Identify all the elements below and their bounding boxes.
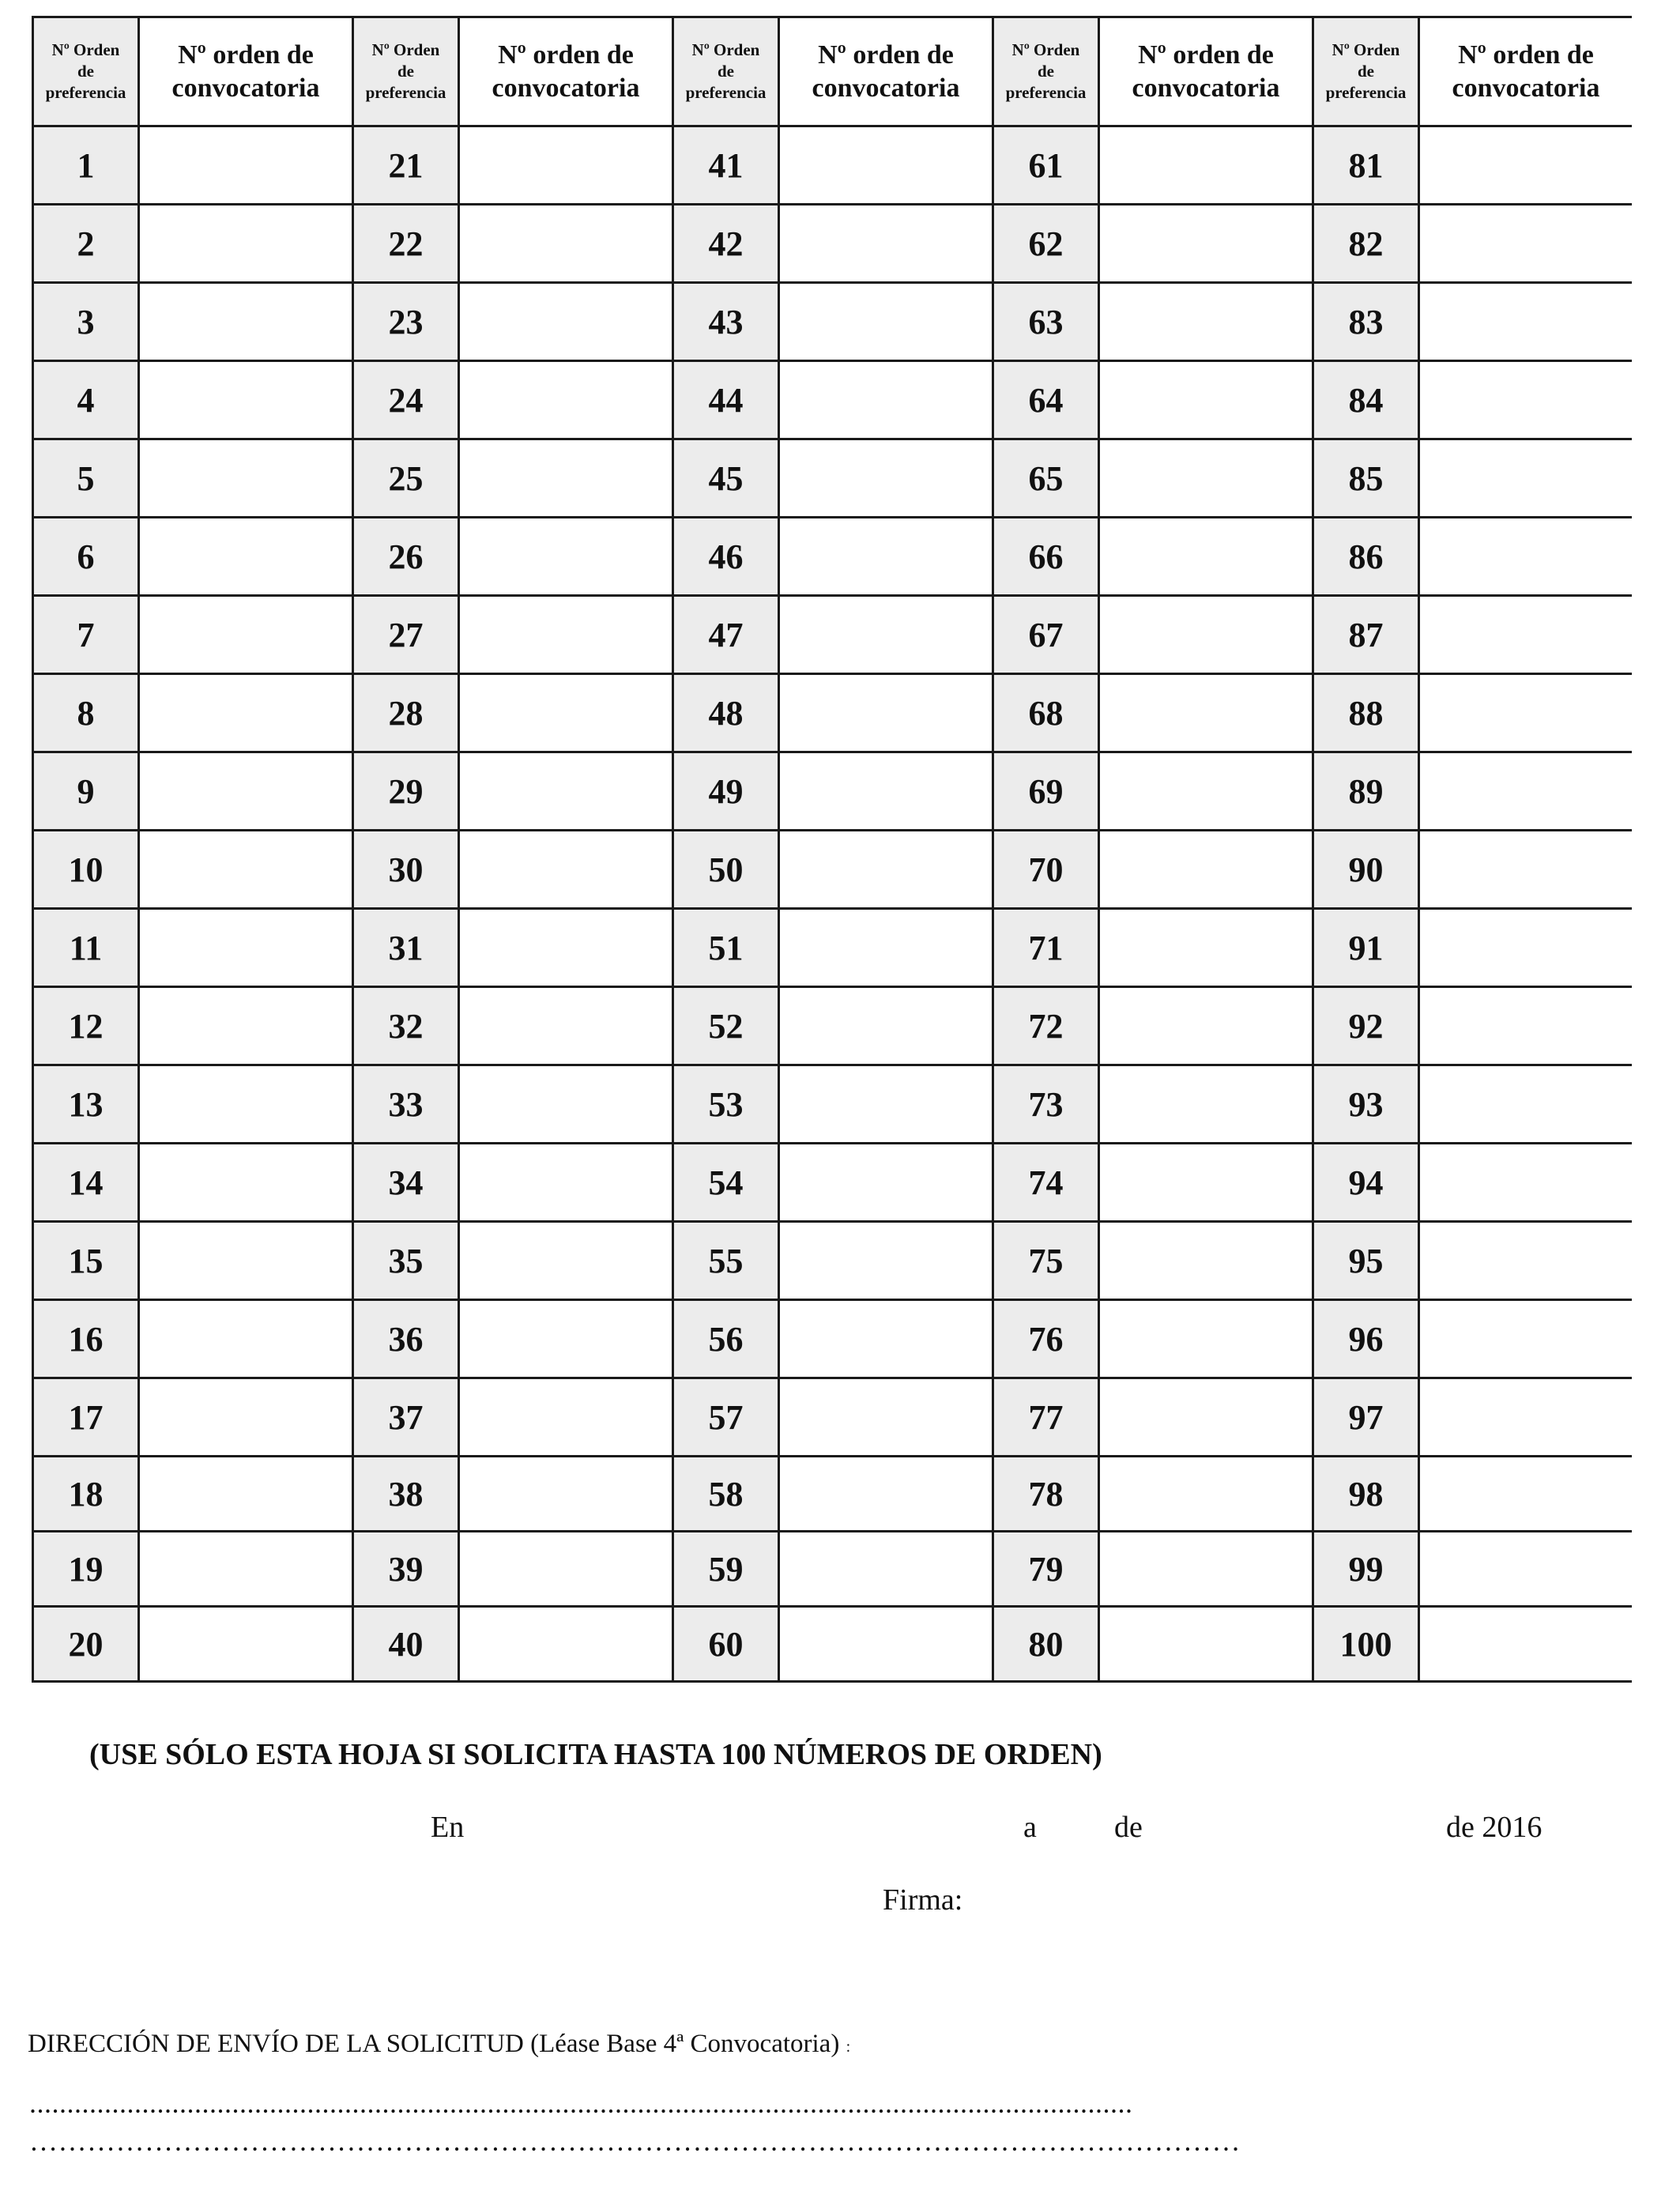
convocation-number-entry[interactable]	[459, 1144, 673, 1222]
convocation-number-entry[interactable]	[779, 909, 993, 987]
header-convocation-order	[459, 17, 673, 126]
convocation-number-entry[interactable]	[779, 1607, 993, 1682]
convocation-number-entry[interactable]	[1099, 1144, 1313, 1222]
table-row	[33, 1532, 1633, 1607]
preference-number-cell: 11	[33, 909, 139, 987]
convocation-number-entry[interactable]	[1099, 1300, 1313, 1378]
preference-number-cell: 6	[33, 518, 139, 596]
preference-number-cell: 55	[673, 1222, 779, 1300]
preference-number-cell: 39	[353, 1532, 459, 1607]
convocation-number-entry[interactable]	[139, 283, 353, 361]
preference-number-cell: 50	[673, 831, 779, 909]
convocation-number-entry[interactable]	[1419, 361, 1633, 439]
preference-number-cell: 79	[993, 1532, 1099, 1607]
preference-number-cell: 12	[33, 987, 139, 1065]
convocation-number-entry[interactable]	[1099, 831, 1313, 909]
header-preference-order	[353, 17, 459, 126]
convocation-number-entry[interactable]	[779, 1300, 993, 1378]
convocation-number-entry[interactable]	[139, 439, 353, 518]
header-convocation-line: convocatoria	[812, 73, 960, 103]
preference-number-cell: 9	[33, 752, 139, 831]
day-label: a	[1023, 1811, 1037, 1844]
preference-number-cell: 25	[353, 439, 459, 518]
preference-number-cell: 71	[993, 909, 1099, 987]
preference-number-cell: 75	[993, 1222, 1099, 1300]
convocation-number-entry[interactable]	[1099, 1457, 1313, 1532]
convocation-number-entry[interactable]	[779, 1222, 993, 1300]
convocation-number-entry[interactable]	[1419, 987, 1633, 1065]
convocation-number-entry[interactable]	[459, 1607, 673, 1682]
header-convocation-line: convocatoria	[1452, 73, 1600, 103]
table-row	[33, 1300, 1633, 1378]
header-convocation-line: Nº orden de	[1458, 40, 1594, 70]
table-row	[33, 909, 1633, 987]
header-preference-line: Nº Orden	[1332, 40, 1400, 59]
preference-number-cell: 27	[353, 596, 459, 674]
preference-number-cell: 62	[993, 205, 1099, 283]
header-convocation-line: Nº orden de	[1138, 40, 1274, 70]
preference-number-cell: 66	[993, 518, 1099, 596]
preference-number-cell: 76	[993, 1300, 1099, 1378]
preference-number-cell: 40	[353, 1607, 459, 1682]
convocation-number-entry[interactable]	[1099, 1222, 1313, 1300]
convocation-number-entry[interactable]	[459, 1378, 673, 1457]
preference-number-cell: 96	[1313, 1300, 1419, 1378]
address-heading-colon: :	[846, 2038, 851, 2056]
preference-number-cell: 44	[673, 361, 779, 439]
preference-number-cell: 48	[673, 674, 779, 752]
convocation-number-entry[interactable]	[1099, 596, 1313, 674]
preference-number-cell: 87	[1313, 596, 1419, 674]
header-preference-order	[33, 17, 139, 126]
header-preference-line: Nº Orden	[691, 40, 760, 59]
header-preference-line: preferencia	[685, 83, 767, 102]
convocation-number-entry[interactable]	[779, 1457, 993, 1532]
preference-number-cell: 92	[1313, 987, 1419, 1065]
preference-number-cell: 41	[673, 126, 779, 205]
address-dotted-line-2[interactable]: ………………………………………………………………………………………………………………	[29, 2125, 1241, 2157]
convocation-number-entry[interactable]	[779, 205, 993, 283]
table-row	[33, 1607, 1633, 1682]
convocation-number-entry[interactable]	[459, 1300, 673, 1378]
preference-number-cell: 42	[673, 205, 779, 283]
preference-number-cell: 3	[33, 283, 139, 361]
convocation-number-entry[interactable]	[1099, 909, 1313, 987]
convocation-number-entry[interactable]	[1419, 1300, 1633, 1378]
convocation-number-entry[interactable]	[1419, 518, 1633, 596]
convocation-number-entry[interactable]	[139, 1144, 353, 1222]
signature-label: Firma:	[883, 1883, 963, 1917]
preference-number-cell: 18	[33, 1457, 139, 1532]
year-label: de 2016	[1446, 1811, 1543, 1844]
convocation-number-entry[interactable]	[779, 596, 993, 674]
header-preference-line: de	[397, 62, 414, 81]
convocation-number-entry[interactable]	[779, 1065, 993, 1144]
convocation-number-entry[interactable]	[459, 1222, 673, 1300]
convocation-number-entry[interactable]	[1419, 1532, 1633, 1607]
convocation-number-entry[interactable]	[459, 596, 673, 674]
table-row	[33, 674, 1633, 752]
convocation-number-entry[interactable]	[139, 1457, 353, 1532]
convocation-number-entry[interactable]	[459, 126, 673, 205]
convocation-number-entry[interactable]	[1099, 439, 1313, 518]
convocation-number-entry[interactable]	[1099, 518, 1313, 596]
preference-number-cell: 32	[353, 987, 459, 1065]
convocation-number-entry[interactable]	[139, 1065, 353, 1144]
header-preference-order	[673, 17, 779, 126]
convocation-number-entry[interactable]	[1419, 1144, 1633, 1222]
preference-number-cell: 69	[993, 752, 1099, 831]
convocation-number-entry[interactable]	[1099, 126, 1313, 205]
preference-number-cell: 73	[993, 1065, 1099, 1144]
preference-number-cell: 80	[993, 1607, 1099, 1682]
table-row	[33, 752, 1633, 831]
preference-number-cell: 72	[993, 987, 1099, 1065]
convocation-number-entry[interactable]	[1419, 831, 1633, 909]
preference-number-cell: 93	[1313, 1065, 1419, 1144]
preference-number-cell: 81	[1313, 126, 1419, 205]
header-convocation-line: Nº orden de	[498, 40, 634, 70]
convocation-number-entry[interactable]	[1419, 752, 1633, 831]
preference-number-cell: 20	[33, 1607, 139, 1682]
convocation-number-entry[interactable]	[139, 126, 353, 205]
convocation-number-entry[interactable]	[779, 283, 993, 361]
preference-number-cell: 56	[673, 1300, 779, 1378]
preference-number-cell: 31	[353, 909, 459, 987]
preference-number-cell: 46	[673, 518, 779, 596]
preference-number-cell: 82	[1313, 205, 1419, 283]
preference-number-cell: 83	[1313, 283, 1419, 361]
convocation-number-entry[interactable]	[779, 831, 993, 909]
preference-number-cell: 89	[1313, 752, 1419, 831]
convocation-number-entry[interactable]	[139, 831, 353, 909]
table-row	[33, 1222, 1633, 1300]
preference-number-cell: 57	[673, 1378, 779, 1457]
address-heading-text: DIRECCIÓN DE ENVÍO DE LA SOLICITUD (Léase Base 4ª Convocatoria)	[28, 2030, 840, 2058]
convocation-number-entry[interactable]	[139, 987, 353, 1065]
header-preference-line: Nº Orden	[371, 40, 440, 59]
header-convocation-order	[1099, 17, 1313, 126]
header-convocation-line: convocatoria	[1132, 73, 1280, 103]
preference-number-cell: 60	[673, 1607, 779, 1682]
convocation-number-entry[interactable]	[1419, 1378, 1633, 1457]
preference-number-cell: 86	[1313, 518, 1419, 596]
preference-number-cell: 37	[353, 1378, 459, 1457]
convocation-number-entry[interactable]	[1099, 674, 1313, 752]
header-convocation-order	[779, 17, 993, 126]
month-label: de	[1114, 1811, 1143, 1844]
convocation-number-entry[interactable]	[1419, 1457, 1633, 1532]
header-preference-order	[993, 17, 1099, 126]
convocation-number-entry[interactable]	[139, 1222, 353, 1300]
convocation-number-entry[interactable]	[459, 518, 673, 596]
convocation-number-entry[interactable]	[779, 752, 993, 831]
convocation-number-entry[interactable]	[1419, 126, 1633, 205]
table-row	[33, 596, 1633, 674]
header-preference-line: de	[1038, 62, 1054, 81]
convocation-number-entry[interactable]	[1099, 752, 1313, 831]
preference-number-cell: 77	[993, 1378, 1099, 1457]
table-row	[33, 283, 1633, 361]
preference-number-cell: 98	[1313, 1457, 1419, 1532]
preference-number-cell: 52	[673, 987, 779, 1065]
convocation-number-entry[interactable]	[139, 1607, 353, 1682]
convocation-number-entry[interactable]	[1419, 283, 1633, 361]
address-dotted-line-1[interactable]: ...................................................................................................................................................	[29, 2087, 1133, 2119]
preference-number-cell: 2	[33, 205, 139, 283]
preference-number-cell: 16	[33, 1300, 139, 1378]
preference-number-cell: 49	[673, 752, 779, 831]
convocation-number-entry[interactable]	[1099, 1065, 1313, 1144]
convocation-number-entry[interactable]	[459, 1457, 673, 1532]
preference-number-cell: 91	[1313, 909, 1419, 987]
preference-number-cell: 24	[353, 361, 459, 439]
convocation-number-entry[interactable]	[1099, 283, 1313, 361]
header-preference-order	[1313, 17, 1419, 126]
convocation-number-entry[interactable]	[1099, 987, 1313, 1065]
place-label: En	[431, 1811, 465, 1844]
convocation-number-entry[interactable]	[139, 909, 353, 987]
preference-number-cell: 17	[33, 1378, 139, 1457]
header-preference-line: preferencia	[45, 83, 126, 102]
header-preference-line: de	[718, 62, 734, 81]
header-preference-line: Nº Orden	[1011, 40, 1080, 59]
preference-number-cell: 94	[1313, 1144, 1419, 1222]
table-row	[33, 518, 1633, 596]
convocation-number-entry[interactable]	[779, 126, 993, 205]
convocation-number-entry[interactable]	[139, 1378, 353, 1457]
convocation-number-entry[interactable]	[139, 1300, 353, 1378]
preference-number-cell: 38	[353, 1457, 459, 1532]
convocation-number-entry[interactable]	[1419, 1222, 1633, 1300]
convocation-number-entry[interactable]	[459, 987, 673, 1065]
preference-number-cell: 53	[673, 1065, 779, 1144]
preference-number-cell: 14	[33, 1144, 139, 1222]
convocation-number-entry[interactable]	[779, 987, 993, 1065]
convocation-number-entry[interactable]	[1099, 205, 1313, 283]
table-row	[33, 831, 1633, 909]
preference-number-cell: 58	[673, 1457, 779, 1532]
preference-number-cell: 74	[993, 1144, 1099, 1222]
preference-number-cell: 68	[993, 674, 1099, 752]
convocation-number-entry[interactable]	[1419, 1607, 1633, 1682]
table-row	[33, 1457, 1633, 1532]
header-convocation-order	[1419, 17, 1633, 126]
preference-number-cell: 99	[1313, 1532, 1419, 1607]
convocation-number-entry[interactable]	[1419, 205, 1633, 283]
header-preference-line: preferencia	[365, 83, 446, 102]
address-heading	[28, 2030, 850, 2059]
preference-number-cell: 54	[673, 1144, 779, 1222]
convocation-number-entry[interactable]	[1099, 1378, 1313, 1457]
convocation-number-entry[interactable]	[459, 439, 673, 518]
preference-number-cell: 21	[353, 126, 459, 205]
preference-number-cell: 85	[1313, 439, 1419, 518]
header-preference-line: de	[77, 62, 94, 81]
header-preference-line: de	[1358, 62, 1374, 81]
table-row	[33, 1144, 1633, 1222]
table-row	[33, 126, 1633, 205]
preference-number-cell: 47	[673, 596, 779, 674]
convocation-number-entry[interactable]	[779, 1532, 993, 1607]
convocation-number-entry[interactable]	[1419, 1065, 1633, 1144]
preference-number-cell: 100	[1313, 1607, 1419, 1682]
preference-number-cell: 65	[993, 439, 1099, 518]
header-preference-line: Nº Orden	[51, 40, 120, 59]
preference-number-cell: 1	[33, 126, 139, 205]
convocation-number-entry[interactable]	[1419, 596, 1633, 674]
convocation-number-entry[interactable]	[779, 1144, 993, 1222]
preference-number-cell: 59	[673, 1532, 779, 1607]
convocation-number-entry[interactable]	[459, 831, 673, 909]
preference-number-cell: 10	[33, 831, 139, 909]
preference-number-cell: 19	[33, 1532, 139, 1607]
header-convocation-line: convocatoria	[492, 73, 640, 103]
preference-number-cell: 63	[993, 283, 1099, 361]
preference-number-cell: 84	[1313, 361, 1419, 439]
convocation-number-entry[interactable]	[459, 1532, 673, 1607]
preference-number-cell: 36	[353, 1300, 459, 1378]
preference-number-cell: 15	[33, 1222, 139, 1300]
convocation-number-entry[interactable]	[1099, 1607, 1313, 1682]
table-row	[33, 439, 1633, 518]
convocation-number-entry[interactable]	[779, 1378, 993, 1457]
preference-number-cell: 7	[33, 596, 139, 674]
table-row	[33, 1378, 1633, 1457]
preference-number-cell: 8	[33, 674, 139, 752]
convocation-number-entry[interactable]	[459, 283, 673, 361]
preference-number-cell: 61	[993, 126, 1099, 205]
convocation-number-entry[interactable]	[139, 1532, 353, 1607]
preference-number-cell: 35	[353, 1222, 459, 1300]
usage-note: (USE SÓLO ESTA HOJA SI SOLICITA HASTA 100 NÚMEROS DE ORDEN)	[89, 1738, 1102, 1771]
preference-number-cell: 45	[673, 439, 779, 518]
convocation-number-entry[interactable]	[1099, 361, 1313, 439]
table-body	[33, 126, 1633, 1682]
preference-number-cell: 29	[353, 752, 459, 831]
convocation-number-entry[interactable]	[1099, 1532, 1313, 1607]
convocation-number-entry[interactable]	[779, 674, 993, 752]
header-convocation-order	[139, 17, 353, 126]
preference-number-cell: 30	[353, 831, 459, 909]
convocation-number-entry[interactable]	[459, 1065, 673, 1144]
preference-table	[32, 16, 1632, 1683]
table-row	[33, 361, 1633, 439]
convocation-number-entry[interactable]	[459, 752, 673, 831]
table-header-row	[33, 17, 1633, 126]
preference-number-cell: 64	[993, 361, 1099, 439]
preference-number-cell: 13	[33, 1065, 139, 1144]
preference-number-cell: 22	[353, 205, 459, 283]
convocation-number-entry[interactable]	[1419, 674, 1633, 752]
table-row	[33, 987, 1633, 1065]
convocation-number-entry[interactable]	[1419, 439, 1633, 518]
convocation-number-entry[interactable]	[459, 674, 673, 752]
preference-number-cell: 26	[353, 518, 459, 596]
header-convocation-line: Nº orden de	[178, 40, 314, 70]
convocation-number-entry[interactable]	[139, 596, 353, 674]
preference-number-cell: 34	[353, 1144, 459, 1222]
preference-number-cell: 70	[993, 831, 1099, 909]
convocation-number-entry[interactable]	[139, 674, 353, 752]
preference-number-cell: 23	[353, 283, 459, 361]
convocation-number-entry[interactable]	[139, 361, 353, 439]
preference-number-cell: 28	[353, 674, 459, 752]
convocation-number-entry[interactable]	[779, 518, 993, 596]
table-row	[33, 205, 1633, 283]
table-row	[33, 1065, 1633, 1144]
preference-number-cell: 97	[1313, 1378, 1419, 1457]
preference-number-cell: 4	[33, 361, 139, 439]
preference-number-cell: 5	[33, 439, 139, 518]
convocation-number-entry[interactable]	[139, 752, 353, 831]
convocation-number-entry[interactable]	[779, 439, 993, 518]
preference-number-cell: 78	[993, 1457, 1099, 1532]
convocation-number-entry[interactable]	[459, 909, 673, 987]
preference-number-cell: 67	[993, 596, 1099, 674]
preference-number-cell: 90	[1313, 831, 1419, 909]
preference-number-cell: 43	[673, 283, 779, 361]
preference-number-cell: 51	[673, 909, 779, 987]
preference-number-cell: 33	[353, 1065, 459, 1144]
preference-number-cell: 95	[1313, 1222, 1419, 1300]
header-preference-line: preferencia	[1005, 83, 1087, 102]
convocation-number-entry[interactable]	[139, 518, 353, 596]
convocation-number-entry[interactable]	[779, 361, 993, 439]
convocation-number-entry[interactable]	[459, 205, 673, 283]
convocation-number-entry[interactable]	[139, 205, 353, 283]
header-convocation-line: Nº orden de	[818, 40, 954, 70]
header-convocation-line: convocatoria	[171, 73, 320, 103]
convocation-number-entry[interactable]	[459, 361, 673, 439]
preference-number-cell: 88	[1313, 674, 1419, 752]
convocation-number-entry[interactable]	[1419, 909, 1633, 987]
header-preference-line: preferencia	[1325, 83, 1407, 102]
